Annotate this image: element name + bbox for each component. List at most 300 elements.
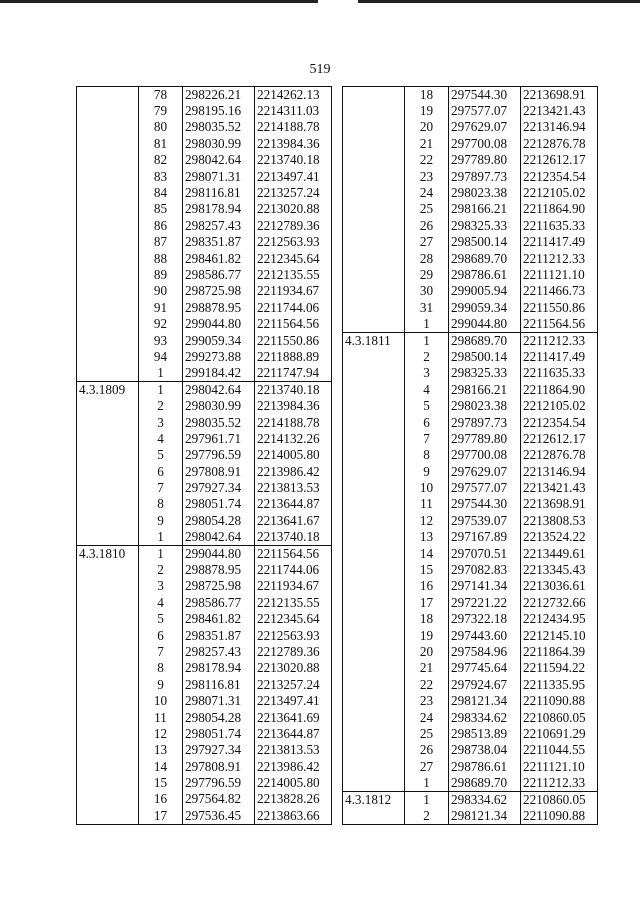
- table-row: [343, 218, 598, 234]
- y-coordinate-cell: 2212876.78: [521, 447, 598, 463]
- x-coordinate-cell: 298035.52: [183, 414, 255, 430]
- object-number-cell: [77, 463, 139, 479]
- point-number-cell: 21: [419, 135, 434, 151]
- y-coordinate-cell: 2213644.87: [255, 496, 332, 512]
- x-coordinate-cell: 297629.07: [449, 463, 521, 479]
- x-coordinate-cell: 298725.98: [183, 283, 255, 299]
- object-number-cell: [77, 677, 139, 693]
- x-coordinate-cell: 298178.94: [183, 201, 255, 217]
- y-coordinate-cell: 2211564.56: [255, 545, 332, 561]
- x-coordinate-cell: 298023.38: [449, 398, 521, 414]
- object-number-cell: [77, 349, 139, 365]
- point-number-cell: 14: [153, 758, 168, 774]
- point-number-cell: 1: [405, 791, 449, 807]
- x-coordinate-cell: 297961.71: [183, 431, 255, 447]
- point-number-cell: 92: [153, 316, 168, 332]
- x-coordinate-cell: 299059.34: [449, 300, 521, 316]
- point-number-cell: 5: [157, 447, 164, 463]
- object-number-cell: [343, 742, 405, 758]
- point-number-cell: 91: [153, 299, 168, 315]
- x-coordinate-cell: 298054.28: [183, 513, 255, 529]
- table-row: [77, 332, 332, 348]
- object-number-cell: [77, 660, 139, 676]
- x-coordinate-cell: 298030.99: [183, 136, 255, 152]
- x-coordinate-cell: 298121.34: [449, 693, 521, 709]
- y-coordinate-cell: 2211744.06: [255, 562, 332, 578]
- y-coordinate-cell: 2213421.43: [521, 103, 598, 119]
- y-coordinate-cell: 2213986.42: [255, 759, 332, 775]
- y-coordinate-cell: 2213644.87: [255, 726, 332, 742]
- object-number-cell: [343, 709, 405, 725]
- x-coordinate-cell: 297564.82: [183, 791, 255, 807]
- object-number-cell: [343, 759, 405, 775]
- point-number-cell: 5: [423, 398, 430, 414]
- y-coordinate-cell: 2211121.10: [521, 267, 598, 283]
- point-number-cell: 2: [405, 808, 449, 824]
- y-coordinate-cell: 2212354.54: [521, 414, 598, 430]
- table-row: [77, 136, 332, 152]
- y-coordinate-cell: 2211335.95: [521, 677, 598, 693]
- x-coordinate-cell: 298325.33: [449, 218, 521, 234]
- y-coordinate-cell: 2211864.90: [521, 201, 598, 217]
- table-row: [77, 513, 332, 529]
- y-coordinate-cell: 2213641.69: [255, 709, 332, 725]
- object-number-cell: [77, 218, 139, 234]
- point-number-cell: 83: [153, 168, 168, 184]
- object-number-cell: 4.3.1811: [343, 332, 405, 348]
- object-number-cell: [343, 431, 405, 447]
- object-number-cell: [343, 677, 405, 693]
- y-coordinate-cell: 2213813.53: [255, 480, 332, 496]
- table-row: [343, 578, 598, 594]
- x-coordinate-cell: 297924.67: [449, 677, 521, 693]
- point-number-cell: 78: [139, 87, 183, 103]
- point-number-cell: 3: [423, 365, 430, 381]
- object-number-cell: [77, 431, 139, 447]
- x-coordinate-cell: 298257.43: [183, 644, 255, 660]
- y-coordinate-cell: 2211044.55: [521, 742, 598, 758]
- table-row: [343, 168, 598, 184]
- y-coordinate-cell: 2212876.78: [521, 136, 598, 152]
- y-coordinate-cell: 2213257.24: [255, 677, 332, 693]
- x-coordinate-cell: 298461.82: [183, 611, 255, 627]
- point-number-cell: 15: [419, 562, 434, 578]
- object-number-cell: [343, 398, 405, 414]
- y-coordinate-cell: 2213813.53: [255, 742, 332, 758]
- object-number-cell: [343, 382, 405, 398]
- x-coordinate-cell: 298042.64: [183, 152, 255, 168]
- x-coordinate-cell: 298500.14: [449, 234, 521, 250]
- object-number-cell: [343, 185, 405, 201]
- object-number-cell: [77, 693, 139, 709]
- y-coordinate-cell: 2212345.64: [255, 250, 332, 266]
- object-number-cell: [343, 300, 405, 316]
- table-row: [343, 365, 598, 381]
- y-coordinate-cell: 2211934.67: [255, 283, 332, 299]
- object-number-cell: [77, 562, 139, 578]
- object-number-cell: 4.3.1809: [77, 382, 139, 398]
- point-number-cell: 14: [419, 545, 434, 561]
- x-coordinate-cell: 298116.81: [183, 677, 255, 693]
- x-coordinate-cell: 298586.77: [183, 595, 255, 611]
- object-number-cell: [343, 316, 405, 332]
- table-row: [77, 726, 332, 742]
- y-coordinate-cell: 2211864.90: [521, 382, 598, 398]
- object-number-cell: [77, 103, 139, 119]
- point-number-cell: 79: [153, 103, 168, 119]
- y-coordinate-cell: 2212434.95: [521, 611, 598, 627]
- point-number-cell: 18: [419, 611, 434, 627]
- x-coordinate-cell: 298054.28: [183, 709, 255, 725]
- object-number-cell: [343, 480, 405, 496]
- object-number-cell: [343, 627, 405, 643]
- point-number-cell: 4: [157, 594, 164, 610]
- point-number-cell: 3: [157, 414, 164, 430]
- table-row: [77, 742, 332, 758]
- table-row: [343, 414, 598, 430]
- y-coordinate-cell: 2212135.55: [255, 595, 332, 611]
- x-coordinate-cell: 298351.87: [183, 234, 255, 250]
- table-row: [343, 545, 598, 561]
- table-row: [343, 463, 598, 479]
- y-coordinate-cell: 2213146.94: [521, 463, 598, 479]
- y-coordinate-cell: 2214188.78: [255, 414, 332, 430]
- coordinates-table-right: [342, 86, 598, 825]
- table-row: [77, 791, 332, 807]
- y-coordinate-cell: 2213808.53: [521, 513, 598, 529]
- object-number-cell: [77, 742, 139, 758]
- point-number-cell: 81: [153, 135, 168, 151]
- y-coordinate-cell: 2214005.80: [255, 447, 332, 463]
- object-number-cell: [77, 447, 139, 463]
- y-coordinate-cell: 2213524.22: [521, 529, 598, 545]
- table-row: [343, 87, 598, 103]
- table-row: [77, 218, 332, 234]
- object-number-cell: [343, 463, 405, 479]
- point-number-cell: 12: [419, 512, 434, 528]
- y-coordinate-cell: 2212732.66: [521, 595, 598, 611]
- x-coordinate-cell: 298586.77: [183, 267, 255, 283]
- y-coordinate-cell: 2213497.41: [255, 168, 332, 184]
- object-number-cell: [77, 152, 139, 168]
- table-row: [343, 627, 598, 643]
- x-coordinate-cell: 297141.34: [449, 578, 521, 594]
- y-coordinate-cell: 2213740.18: [255, 382, 332, 398]
- x-coordinate-cell: 299005.94: [449, 283, 521, 299]
- y-coordinate-cell: 2213740.18: [255, 529, 332, 545]
- table-row: [77, 709, 332, 725]
- point-number-cell: 2: [423, 348, 430, 364]
- table-row: [343, 234, 598, 250]
- point-number-cell: 26: [419, 742, 434, 758]
- y-coordinate-cell: 2213986.42: [255, 463, 332, 479]
- y-coordinate-cell: 2211550.86: [521, 300, 598, 316]
- table-row: [343, 742, 598, 758]
- point-number-cell: 3: [157, 578, 164, 594]
- x-coordinate-cell: 297577.07: [449, 103, 521, 119]
- object-number-cell: [343, 250, 405, 266]
- y-coordinate-cell: 2211564.56: [255, 316, 332, 332]
- point-number-cell: 4: [157, 430, 164, 446]
- y-coordinate-cell: 2213863.66: [255, 808, 332, 824]
- point-number-cell: 2: [157, 562, 164, 578]
- y-coordinate-cell: 2213421.43: [521, 480, 598, 496]
- object-number-cell: [343, 545, 405, 561]
- y-coordinate-cell: 2212145.10: [521, 627, 598, 643]
- point-number-cell: 19: [419, 103, 434, 119]
- table-row: [77, 234, 332, 250]
- object-number-cell: [343, 267, 405, 283]
- x-coordinate-cell: 299044.80: [183, 316, 255, 332]
- y-coordinate-cell: 2213497.41: [255, 693, 332, 709]
- x-coordinate-cell: 298030.99: [183, 398, 255, 414]
- x-coordinate-cell: 298334.62: [449, 709, 521, 725]
- table-row: [77, 660, 332, 676]
- object-number-cell: [343, 447, 405, 463]
- y-coordinate-cell: 2213740.18: [255, 152, 332, 168]
- point-number-cell: 1: [423, 315, 430, 331]
- table-row: [77, 300, 332, 316]
- object-number-cell: [77, 595, 139, 611]
- object-number-cell: [77, 283, 139, 299]
- point-number-cell: 17: [139, 808, 183, 824]
- table-row: [343, 496, 598, 512]
- y-coordinate-cell: 2210691.29: [521, 726, 598, 742]
- y-coordinate-cell: 2212354.54: [521, 168, 598, 184]
- table-row: [77, 644, 332, 660]
- y-coordinate-cell: 2213020.88: [255, 201, 332, 217]
- table-row: [77, 775, 332, 791]
- y-coordinate-cell: 2214132.26: [255, 431, 332, 447]
- x-coordinate-cell: 297897.73: [449, 414, 521, 430]
- table-row: [77, 316, 332, 332]
- x-coordinate-cell: 298461.82: [183, 250, 255, 266]
- object-number-cell: [77, 627, 139, 643]
- table-row: [343, 529, 598, 545]
- point-number-cell: 8: [157, 496, 164, 512]
- x-coordinate-cell: 297927.34: [183, 742, 255, 758]
- object-number-cell: [77, 578, 139, 594]
- object-number-cell: [343, 595, 405, 611]
- object-number-cell: [77, 250, 139, 266]
- y-coordinate-cell: 2211550.86: [255, 332, 332, 348]
- table-row: [343, 759, 598, 775]
- y-coordinate-cell: 2212789.36: [255, 644, 332, 660]
- object-number-cell: [343, 808, 405, 824]
- table-row: [77, 611, 332, 627]
- y-coordinate-cell: 2211212.33: [521, 332, 598, 348]
- point-number-cell: 27: [419, 758, 434, 774]
- table-row: [77, 578, 332, 594]
- table-row: [77, 87, 332, 103]
- table-row: [343, 480, 598, 496]
- table-row: [77, 808, 332, 824]
- point-number-cell: 1: [157, 528, 164, 544]
- coordinates-table-left: [76, 86, 332, 825]
- x-coordinate-cell: 298116.81: [183, 185, 255, 201]
- y-coordinate-cell: 2211212.33: [521, 775, 598, 791]
- table-row: [343, 201, 598, 217]
- object-number-cell: [77, 513, 139, 529]
- point-number-cell: 7: [423, 430, 430, 446]
- object-number-cell: [343, 152, 405, 168]
- table-row: [343, 447, 598, 463]
- object-number-cell: [77, 529, 139, 545]
- x-coordinate-cell: 297544.30: [449, 87, 521, 103]
- point-number-cell: 24: [419, 185, 434, 201]
- y-coordinate-cell: 2213036.61: [521, 578, 598, 594]
- y-coordinate-cell: 2211090.88: [521, 808, 598, 824]
- x-coordinate-cell: 298226.21: [183, 87, 255, 103]
- table-row: [343, 349, 598, 365]
- table-row: [343, 185, 598, 201]
- object-number-cell: [77, 201, 139, 217]
- y-coordinate-cell: 2211635.33: [521, 218, 598, 234]
- table-row: [343, 709, 598, 725]
- table-row: [77, 759, 332, 775]
- x-coordinate-cell: 298166.21: [449, 201, 521, 217]
- table-row: [343, 808, 598, 824]
- x-coordinate-cell: 298042.64: [183, 529, 255, 545]
- point-number-cell: 30: [419, 283, 434, 299]
- object-number-cell: [77, 775, 139, 791]
- table-row: [343, 316, 598, 332]
- object-number-cell: [77, 611, 139, 627]
- x-coordinate-cell: 297070.51: [449, 545, 521, 561]
- x-coordinate-cell: 297808.91: [183, 463, 255, 479]
- table-row: [77, 595, 332, 611]
- table-row: [343, 136, 598, 152]
- object-number-cell: [343, 660, 405, 676]
- x-coordinate-cell: 298786.61: [449, 267, 521, 283]
- point-number-cell: 89: [153, 266, 168, 282]
- x-coordinate-cell: 298195.16: [183, 103, 255, 119]
- point-number-cell: 19: [419, 627, 434, 643]
- object-number-cell: [77, 759, 139, 775]
- x-coordinate-cell: 297927.34: [183, 480, 255, 496]
- object-number-cell: [77, 398, 139, 414]
- point-number-cell: 29: [419, 266, 434, 282]
- point-number-cell: 6: [157, 463, 164, 479]
- point-number-cell: 88: [153, 250, 168, 266]
- point-number-cell: 18: [405, 87, 449, 103]
- top-rule-gap: [318, 0, 358, 3]
- table-row: [77, 545, 332, 561]
- table-row: [77, 283, 332, 299]
- y-coordinate-cell: 2212105.02: [521, 185, 598, 201]
- object-number-cell: [343, 513, 405, 529]
- point-number-cell: 1: [157, 365, 164, 381]
- object-number-cell: [77, 316, 139, 332]
- point-number-cell: 20: [419, 119, 434, 135]
- x-coordinate-cell: 297796.59: [183, 775, 255, 791]
- table-row: [77, 201, 332, 217]
- x-coordinate-cell: 297221.22: [449, 595, 521, 611]
- point-number-cell: 17: [419, 594, 434, 610]
- y-coordinate-cell: 2212345.64: [255, 611, 332, 627]
- table-row: [343, 382, 598, 398]
- y-coordinate-cell: 2211594.22: [521, 660, 598, 676]
- table-row: [77, 414, 332, 430]
- table-row: [77, 250, 332, 266]
- object-number-cell: [77, 414, 139, 430]
- y-coordinate-cell: 2211466.73: [521, 283, 598, 299]
- x-coordinate-cell: 297544.30: [449, 496, 521, 512]
- point-number-cell: 7: [157, 643, 164, 659]
- object-number-cell: [343, 283, 405, 299]
- point-number-cell: 1: [139, 382, 183, 398]
- page-number: 519: [309, 62, 331, 77]
- x-coordinate-cell: 297700.08: [449, 136, 521, 152]
- y-coordinate-cell: 2212563.93: [255, 627, 332, 643]
- object-number-cell: [343, 611, 405, 627]
- object-number-cell: [77, 234, 139, 250]
- point-number-cell: 11: [154, 709, 167, 725]
- object-number-cell: [343, 578, 405, 594]
- table-row: [343, 431, 598, 447]
- x-coordinate-cell: 297443.60: [449, 627, 521, 643]
- object-number-cell: [77, 496, 139, 512]
- object-number-cell: [77, 185, 139, 201]
- point-number-cell: 22: [419, 676, 434, 692]
- x-coordinate-cell: 297789.80: [449, 152, 521, 168]
- x-coordinate-cell: 297700.08: [449, 447, 521, 463]
- point-number-cell: 20: [419, 643, 434, 659]
- table-row: [343, 119, 598, 135]
- table-row: [343, 398, 598, 414]
- table-row: [77, 382, 332, 398]
- x-coordinate-cell: 299059.34: [183, 332, 255, 348]
- point-number-cell: 11: [420, 496, 433, 512]
- table-row: [77, 562, 332, 578]
- object-number-cell: [343, 119, 405, 135]
- object-number-cell: [343, 693, 405, 709]
- y-coordinate-cell: 2211564.56: [521, 316, 598, 332]
- x-coordinate-cell: 298351.87: [183, 627, 255, 643]
- object-number-cell: [77, 300, 139, 316]
- object-number-cell: [77, 709, 139, 725]
- table-row: [343, 660, 598, 676]
- point-number-cell: 7: [157, 480, 164, 496]
- object-number-cell: [343, 136, 405, 152]
- object-number-cell: [77, 332, 139, 348]
- x-coordinate-cell: 297584.96: [449, 644, 521, 660]
- y-coordinate-cell: 2212612.17: [521, 152, 598, 168]
- x-coordinate-cell: 298878.95: [183, 562, 255, 578]
- x-coordinate-cell: 297536.45: [183, 808, 255, 824]
- point-number-cell: 10: [153, 693, 168, 709]
- y-coordinate-cell: 2213828.26: [255, 791, 332, 807]
- table-row: [77, 496, 332, 512]
- point-number-cell: 15: [153, 775, 168, 791]
- y-coordinate-cell: 2210860.05: [521, 709, 598, 725]
- x-coordinate-cell: 297167.89: [449, 529, 521, 545]
- table-row: [343, 677, 598, 693]
- table-row: [343, 595, 598, 611]
- point-number-cell: 12: [153, 725, 168, 741]
- object-number-cell: [343, 644, 405, 660]
- point-number-cell: 27: [419, 234, 434, 250]
- object-number-cell: [343, 529, 405, 545]
- x-coordinate-cell: 298257.43: [183, 218, 255, 234]
- y-coordinate-cell: 2214005.80: [255, 775, 332, 791]
- x-coordinate-cell: 298051.74: [183, 726, 255, 742]
- point-number-cell: 82: [153, 152, 168, 168]
- object-number-cell: [343, 562, 405, 578]
- point-number-cell: 16: [153, 791, 168, 807]
- y-coordinate-cell: 2211635.33: [521, 365, 598, 381]
- point-number-cell: 87: [153, 234, 168, 250]
